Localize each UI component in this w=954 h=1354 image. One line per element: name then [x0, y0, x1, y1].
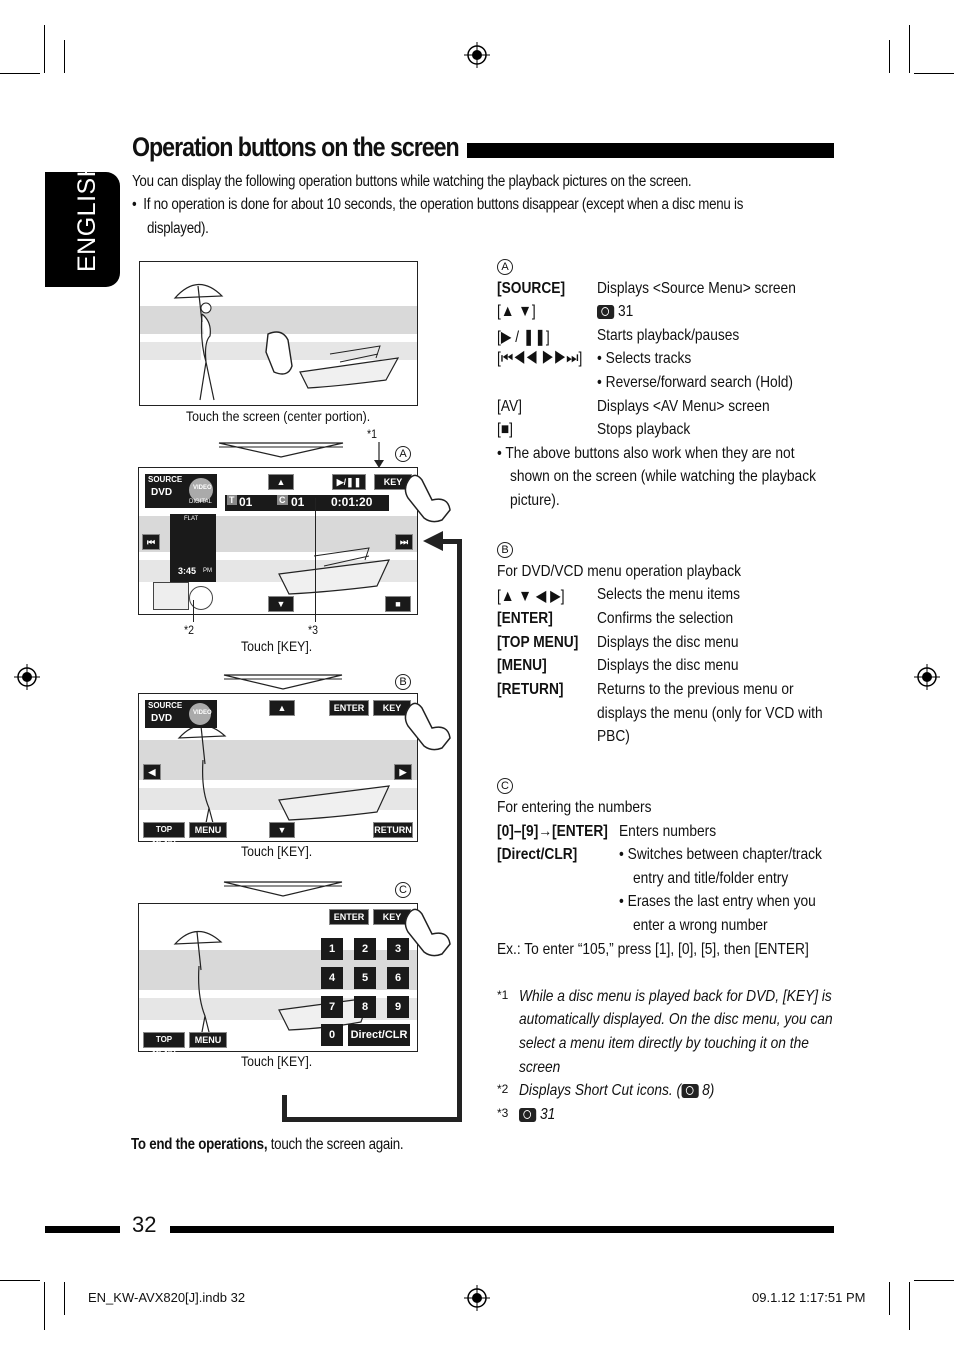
playback-status-bar — [225, 495, 389, 511]
desc-return-cont: PBC) — [597, 728, 630, 745]
number-key-3[interactable]: 3 — [387, 938, 409, 960]
number-key-2[interactable]: 2 — [354, 938, 376, 960]
footnote-3-marker: *3 — [497, 1106, 509, 1120]
reference-icon — [519, 1108, 536, 1122]
crop-mark — [914, 73, 954, 74]
crop-mark — [914, 1280, 954, 1281]
desc-direct-clr-2-cont: enter a wrong number — [633, 917, 768, 934]
desc-numbers: Enters numbers — [619, 823, 717, 840]
reference-icon — [597, 305, 614, 319]
section-a-note-cont: picture). — [510, 492, 560, 509]
print-footer-right: 09.1.12 1:17:51 PM — [752, 1290, 866, 1305]
footnote-1-line: automatically displayed. On the disc menu, you can — [519, 1011, 833, 1028]
source-label: SOURCE — [148, 475, 183, 484]
desc-return-cont: displays the menu (only for VCD with — [597, 705, 823, 722]
source-button[interactable] — [145, 700, 217, 728]
reference-icon — [681, 1084, 698, 1098]
desc-direct-clr-cont: entry and title/folder entry — [633, 870, 789, 887]
section-c-label: C — [497, 778, 513, 794]
footnote-marker-2: *2 — [184, 623, 194, 637]
top-menu-button[interactable]: TOP MENU — [143, 822, 185, 838]
footnote-2-ref: 8) — [702, 1082, 715, 1099]
flat-label: FLAT — [184, 516, 199, 522]
footnote-marker-3: *3 — [308, 623, 318, 637]
number-key-4[interactable]: 4 — [321, 967, 343, 989]
key-menu: [MENU] — [497, 657, 547, 674]
desc-menu: Displays the disc menu — [597, 657, 739, 674]
desc-skip: • Selects tracks — [597, 350, 692, 367]
caption-touch-key: Touch [KEY]. — [241, 843, 313, 859]
dvd-label: DVD — [151, 487, 173, 498]
page-bar-right — [170, 1226, 834, 1233]
video-label: VIDEO — [193, 710, 212, 716]
leader-line — [193, 600, 194, 622]
footnote-1-line: screen — [519, 1059, 561, 1076]
language-tab — [45, 158, 120, 287]
callout-a: A — [395, 446, 411, 462]
desc-stop: Stops playback — [597, 421, 691, 438]
dvd-label: DVD — [151, 713, 173, 724]
crop-mark — [889, 40, 890, 73]
section-a-label: A — [497, 259, 513, 275]
desc-direct-clr-2: • Erases the last entry when you — [619, 893, 816, 910]
desc-av: Displays <AV Menu> screen — [597, 398, 770, 415]
number-key-5[interactable]: 5 — [354, 967, 376, 989]
number-key-9[interactable]: 9 — [387, 996, 409, 1018]
down-button[interactable]: ▼ — [268, 596, 294, 612]
clock-panel — [170, 514, 216, 582]
section-a-note-cont: shown on the screen (while watching the playback — [510, 468, 816, 485]
end-operations-desc: touch the screen again. — [267, 1136, 404, 1153]
section-c-heading: For entering the numbers — [497, 799, 652, 816]
caption-touch-key: Touch [KEY]. — [241, 638, 313, 654]
number-key-7[interactable]: 7 — [321, 996, 343, 1018]
menu-button[interactable]: MENU — [189, 822, 227, 838]
footnote-2-desc: Displays Short Cut icons. ( — [519, 1082, 682, 1099]
enter-button[interactable]: ENTER — [329, 700, 369, 716]
down-arrow-icon — [223, 881, 343, 897]
example-text: Ex.: To enter “105,” press [1], [0], [5], then [ENTER] — [497, 941, 809, 958]
page-bar-left — [45, 1226, 120, 1233]
section-a-note: • The above buttons also work when they are not — [497, 445, 795, 462]
left-button[interactable]: ◀ — [143, 764, 161, 780]
key-source: [SOURCE] — [497, 280, 566, 297]
menu-button[interactable]: MENU — [189, 1032, 227, 1048]
key-button[interactable]: KEY — [374, 474, 412, 490]
key-enter: [ENTER] — [497, 610, 553, 627]
elapsed-time: 0:01:20 — [331, 495, 373, 509]
key-skip: [⏮◀◀ ▶▶⏭] — [497, 350, 583, 367]
right-button[interactable]: ▶ — [394, 764, 412, 780]
desc-up-down-ref: 31 — [618, 303, 634, 320]
caption-touch-screen: Touch the screen (center portion). — [186, 408, 371, 424]
crop-mark — [44, 1282, 45, 1330]
desc-source: Displays <Source Menu> screen — [597, 280, 796, 297]
number-key-0[interactable]: 0 — [321, 1024, 343, 1046]
intro-bullet: • If no operation is done for about 10 seconds, the operation buttons disappear (except when a disc menu is — [132, 196, 744, 213]
desc-return: Returns to the previous menu or — [597, 681, 794, 698]
footnote-2-marker: *2 — [497, 1082, 509, 1096]
section-b-label: B — [497, 542, 513, 558]
chapter-indicator: C — [279, 495, 286, 505]
key-return: [RETURN] — [497, 681, 564, 698]
return-arrow-line — [282, 1117, 462, 1122]
video-label: VIDEO — [193, 485, 212, 491]
source-label: SOURCE — [148, 701, 183, 710]
callout-c: C — [395, 882, 411, 898]
footnote-1-line: select a menu item directly by touching it on the — [519, 1035, 809, 1052]
footnote-marker-1: *1 — [367, 427, 377, 441]
key-numbers: [0]–[9]→[ENTER] — [497, 823, 608, 840]
screen-c[interactable] — [138, 903, 418, 1058]
title-number: 01 — [239, 495, 253, 509]
hand-pointer-icon — [404, 472, 452, 524]
desc-play-pause: Starts playback/pauses — [597, 327, 740, 344]
desc-arrows: Selects the menu items — [597, 586, 741, 603]
leader-line — [315, 498, 316, 622]
crop-mark — [909, 1282, 910, 1330]
up-button[interactable]: ▲ — [268, 474, 294, 490]
screen-b[interactable] — [138, 693, 418, 848]
source-button[interactable] — [145, 474, 217, 508]
key-button[interactable]: KEY — [373, 700, 411, 716]
return-arrow-line — [282, 1095, 287, 1122]
desc-enter: Confirms the selection — [597, 610, 734, 627]
crop-mark — [889, 1282, 890, 1315]
intro-bullet-text: If no operation is done for about 10 seconds, the operation buttons disappear (except when a disc menu is — [143, 196, 744, 213]
return-button[interactable]: RETURN — [373, 822, 413, 838]
footnote-3-text — [519, 1106, 555, 1124]
number-key-8[interactable]: 8 — [354, 996, 376, 1018]
registration-mark-icon — [914, 664, 940, 690]
crop-mark — [64, 40, 65, 73]
print-footer-left: EN_KW-AVX820[J].indb 32 — [88, 1290, 246, 1305]
page-title: Operation buttons on the screen — [132, 132, 459, 162]
number-key-6[interactable]: 6 — [387, 967, 409, 989]
screen-a[interactable] — [138, 467, 418, 615]
key-up-down: [▲ ▼] — [497, 303, 536, 320]
language-tab-label: ENGLISH — [73, 158, 101, 272]
hand-pointer-icon — [404, 700, 452, 752]
direct-clr-button[interactable]: Direct/CLR — [348, 1024, 410, 1046]
title-indicator: T — [229, 495, 235, 505]
crop-mark — [0, 1280, 40, 1281]
chapter-number: 01 — [291, 495, 305, 509]
hand-pointer-icon — [404, 906, 452, 958]
end-operations-label: To end the operations, — [131, 1136, 268, 1153]
key-av: [AV] — [497, 398, 522, 415]
registration-mark-icon — [14, 664, 40, 690]
up-button[interactable]: ▲ — [269, 700, 295, 716]
screen-initial[interactable] — [139, 261, 418, 406]
callout-b: B — [395, 674, 411, 690]
key-direct-clr: [Direct/CLR] — [497, 846, 578, 863]
desc-up-down — [597, 303, 633, 321]
down-arrow-icon — [223, 674, 343, 690]
page-number: 32 — [132, 1212, 157, 1237]
key-arrows: [▲ ▼ ◀ ▶] — [497, 588, 565, 605]
key-top-menu: [TOP MENU] — [497, 634, 579, 651]
av-shortcut-icon[interactable] — [153, 582, 189, 610]
desc-direct-clr: • Switches between chapter/track — [619, 846, 822, 863]
key-button[interactable]: KEY — [373, 909, 411, 925]
crop-mark — [64, 1282, 65, 1315]
pointer-arrow-icon — [372, 442, 386, 468]
section-b-heading: For DVD/VCD menu operation playback — [497, 563, 741, 580]
intro-bullet-cont: displayed). — [147, 220, 209, 237]
clock-time: 3:45 — [178, 566, 197, 576]
stop-button[interactable]: ■ — [385, 596, 411, 612]
footnote-3-ref: 31 — [540, 1106, 556, 1123]
key-play-pause: [▶ / ❚❚] — [497, 329, 550, 346]
footnote-2-text — [519, 1082, 714, 1100]
play-pause-button[interactable]: ▶/❚❚ — [332, 474, 366, 490]
prev-track-button[interactable]: ⏮ — [142, 534, 160, 550]
caption-touch-key: Touch [KEY]. — [241, 1053, 313, 1069]
registration-mark-icon — [464, 1285, 490, 1311]
crop-mark — [909, 25, 910, 73]
down-button[interactable]: ▼ — [269, 822, 295, 838]
down-arrow-icon — [218, 442, 344, 458]
title-bar — [467, 143, 834, 158]
enter-button[interactable]: ENTER — [329, 909, 369, 925]
top-menu-button[interactable]: TOP MENU — [143, 1032, 185, 1048]
intro-text: You can display the following operation buttons while watching the playback pictures on the screen. — [132, 173, 692, 190]
footnote-1-marker: *1 — [497, 988, 509, 1002]
beach-scene-illustration — [140, 262, 417, 405]
clock-pm: PM — [203, 568, 212, 574]
desc-search: • Reverse/forward search (Hold) — [597, 374, 793, 391]
number-key-1[interactable]: 1 — [321, 938, 343, 960]
return-arrow-line — [440, 539, 462, 544]
footnote-1-line: While a disc menu is played back for DVD, [KEY] is — [519, 988, 832, 1005]
crop-mark — [0, 73, 40, 74]
crop-mark — [44, 25, 45, 73]
return-arrow-line — [457, 539, 462, 1122]
end-operations-text — [131, 1133, 403, 1157]
digital-label: DIGITAL — [189, 499, 212, 505]
key-stop: [■] — [497, 421, 513, 438]
registration-mark-icon — [464, 42, 490, 68]
desc-top-menu: Displays the disc menu — [597, 634, 739, 651]
arrow-left-icon — [423, 531, 443, 551]
next-track-button[interactable]: ⏭ — [395, 534, 413, 550]
